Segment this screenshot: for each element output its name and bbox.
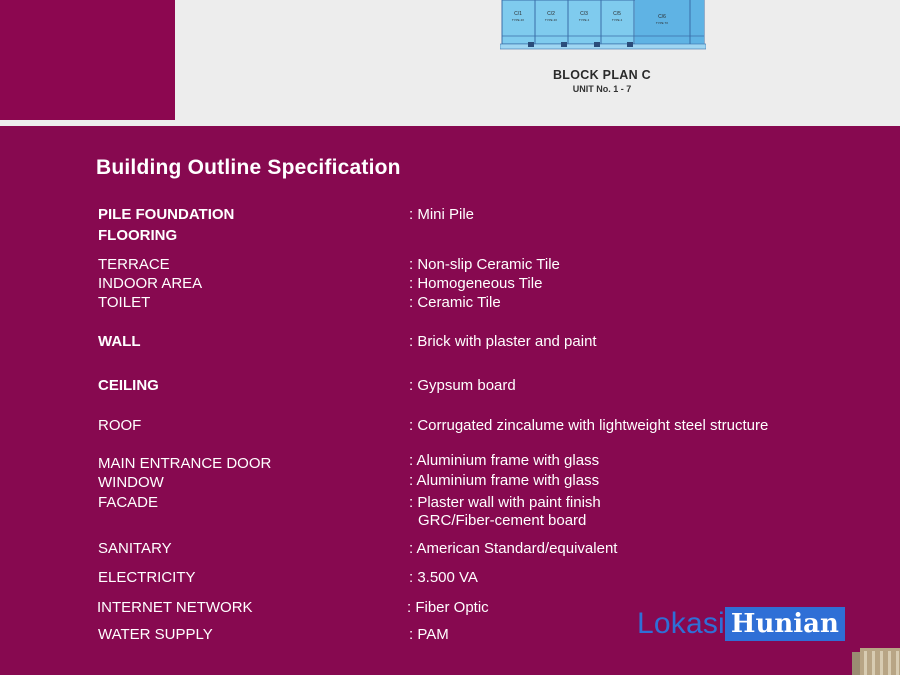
spec-label: INDOOR AREA: [98, 275, 203, 292]
spec-value: : Non-slip Ceramic Tile: [409, 256, 560, 273]
spec-value: : 3.500 VA: [409, 569, 478, 586]
spec-value: : Gypsum board: [409, 377, 516, 394]
spec-value: : Brick with plaster and paint: [409, 333, 597, 350]
unit-type: TYPE 4: [578, 18, 590, 22]
spec-label: TOILET: [98, 294, 151, 311]
block-plan-subtitle: UNIT No. 1 - 7: [572, 84, 632, 94]
unit-code: C/1: [514, 11, 522, 17]
spec-value: : Fiber Optic: [407, 599, 489, 616]
spec-label: WATER SUPPLY: [98, 626, 213, 643]
unit-type: TYPE 4: [611, 18, 623, 22]
spec-value: : PAM: [409, 626, 449, 643]
spec-value: : Plaster wall with paint finish: [409, 494, 601, 511]
spec-value: GRC/Fiber-cement board: [418, 512, 587, 529]
unit-type: TYPE 4X: [544, 18, 558, 22]
spec-label: SANITARY: [98, 540, 172, 557]
spec-value: : Corrugated zincalume with lightweight steel structure: [409, 417, 769, 434]
spec-heading: Building Outline Specification: [96, 156, 401, 179]
spec-label: FACADE: [98, 494, 159, 511]
spec-label: ELECTRICITY: [98, 569, 196, 586]
watermark-logo: [637, 606, 845, 642]
watermark-part-1: Lokasi: [637, 607, 725, 640]
spec-value: : Mini Pile: [409, 206, 475, 223]
unit-type: TYPE 7X: [655, 21, 669, 25]
block-plan-title: BLOCK PLAN C: [552, 68, 652, 82]
spec-label: ROOF: [98, 417, 142, 434]
spec-label: FLOORING: [98, 227, 178, 244]
spec-label: PILE FOUNDATION: [98, 206, 235, 223]
building-render-image: [850, 648, 900, 675]
spec-label: WALL: [98, 333, 141, 350]
watermark-part-2: Hunian: [725, 607, 845, 641]
unit-code: C/3: [580, 11, 588, 17]
spec-label: WINDOW: [98, 474, 164, 491]
spec-value: : Aluminium frame with glass: [409, 452, 600, 469]
unit-code: C/2: [547, 11, 555, 17]
spec-value: : Aluminium frame with glass: [409, 472, 600, 489]
unit-type: TYPE 4X: [511, 18, 525, 22]
color-swatch: [0, 0, 175, 120]
spec-label: MAIN ENTRANCE DOOR: [98, 455, 272, 472]
spec-label: TERRACE: [98, 256, 170, 273]
spec-label: CEILING: [98, 377, 159, 394]
spec-value: : Ceramic Tile: [409, 294, 501, 311]
unit-code: C/6: [658, 14, 666, 20]
block-plan-drawing: [500, 0, 706, 52]
unit-code: C/5: [613, 11, 621, 17]
spec-value: : Homogeneous Tile: [409, 275, 543, 292]
spec-value: : American Standard/equivalent: [409, 540, 618, 557]
spec-label: INTERNET NETWORK: [97, 599, 253, 616]
